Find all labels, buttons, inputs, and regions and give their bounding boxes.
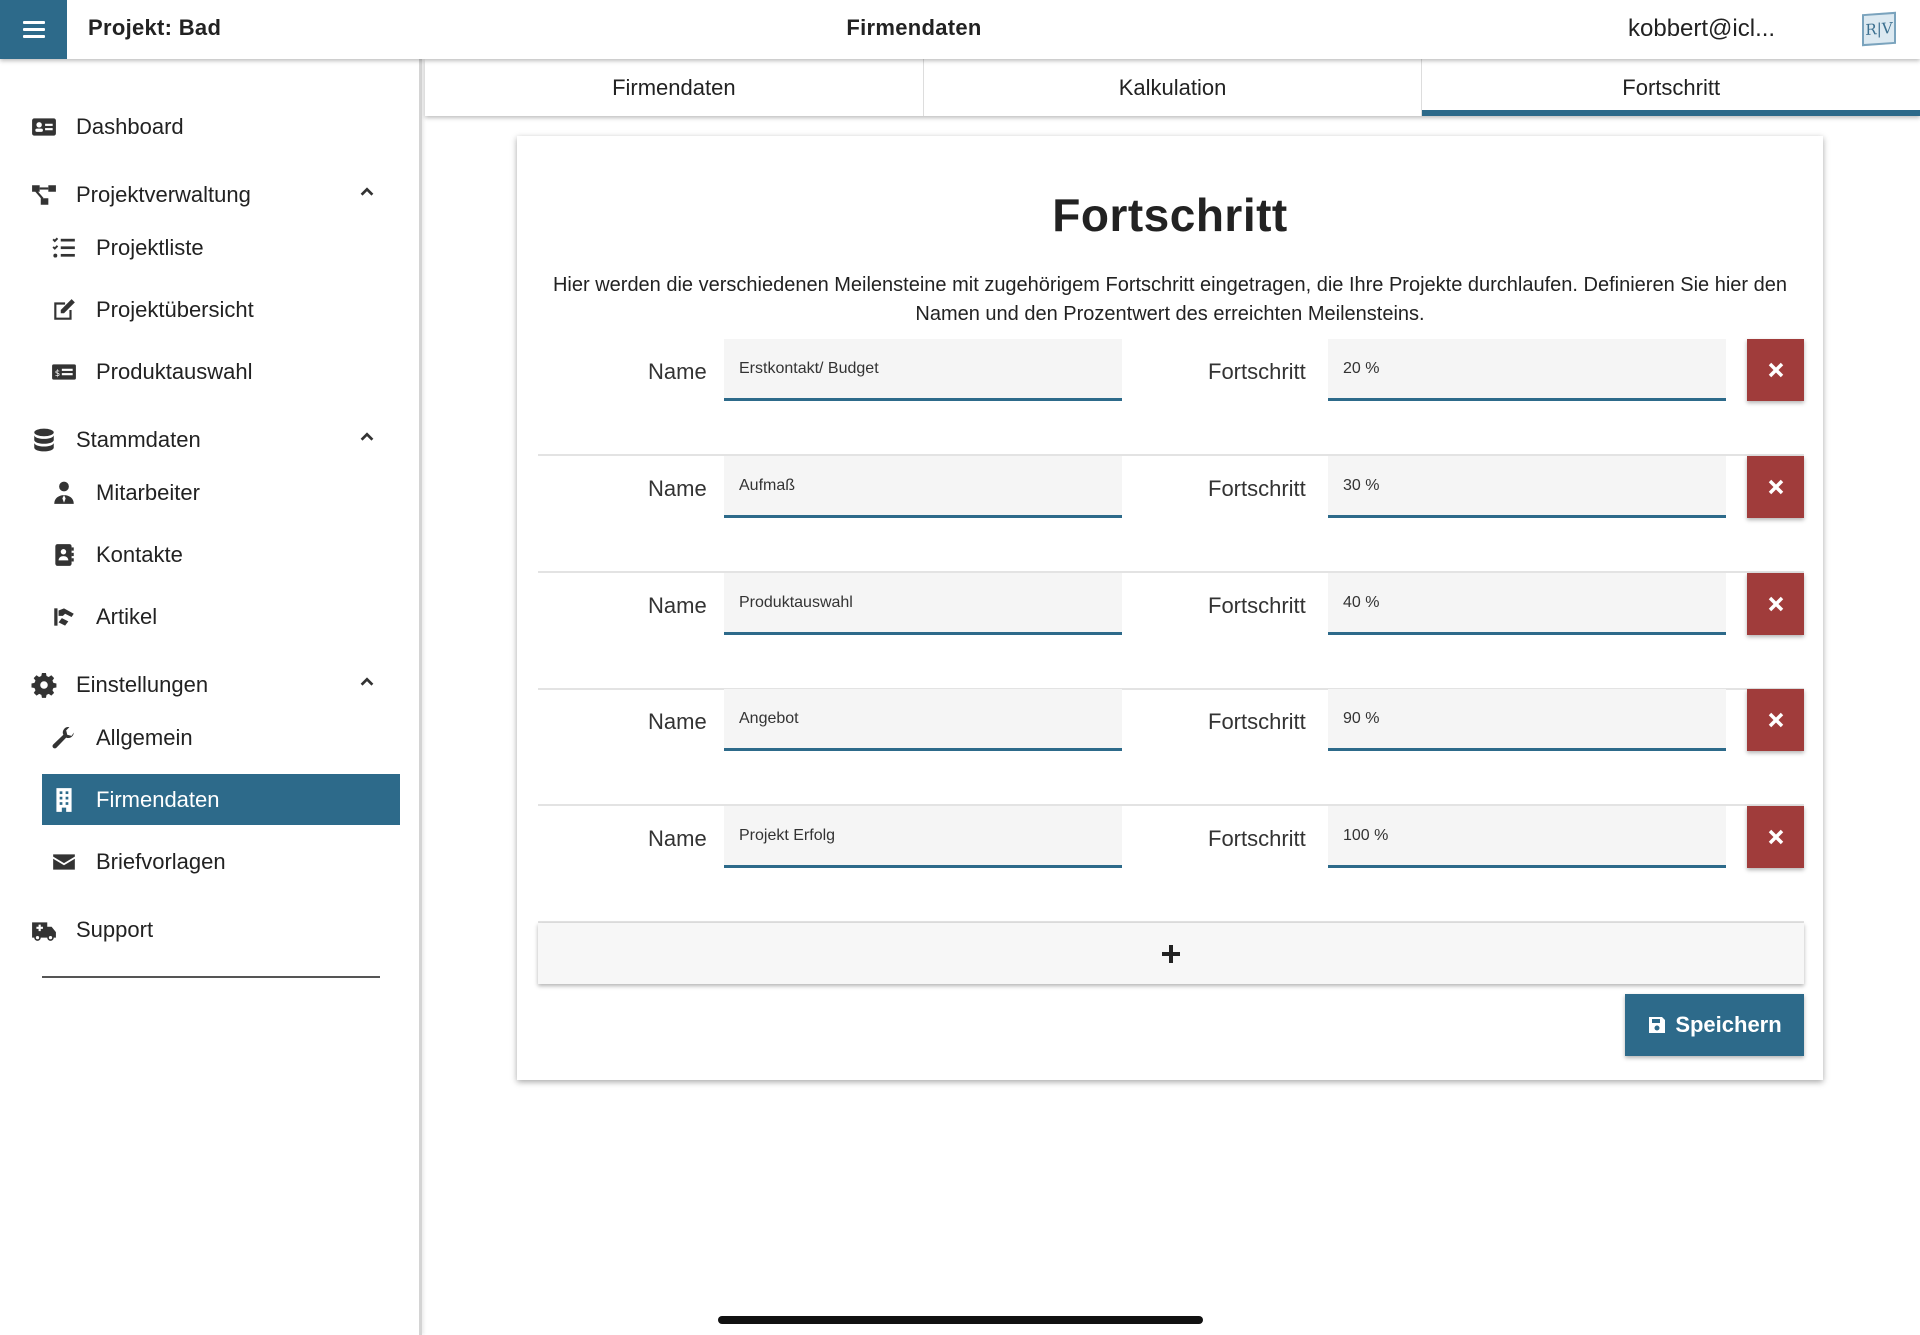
envelope-icon <box>50 848 78 876</box>
add-milestone-button[interactable] <box>538 923 1804 984</box>
close-icon <box>1768 596 1784 612</box>
user-tie-icon <box>50 479 78 507</box>
sidebar-item-label: Stammdaten <box>76 427 201 452</box>
sidebar-item-label: Artikel <box>96 604 158 629</box>
close-icon <box>1768 362 1784 378</box>
edit-icon <box>50 296 78 324</box>
name-label: Name <box>648 709 707 734</box>
close-icon <box>1768 712 1784 728</box>
chevron-up-icon[interactable] <box>358 183 378 203</box>
delete-milestone-button[interactable] <box>1747 806 1804 868</box>
tab-fortschritt[interactable]: Fortschritt <box>1422 59 1920 116</box>
money-check-icon <box>50 358 78 386</box>
chevron-up-icon[interactable] <box>358 428 378 448</box>
tab-firmendaten[interactable]: Firmendaten <box>425 59 924 116</box>
milestone-name-input[interactable] <box>724 339 1122 401</box>
tasks-list-icon <box>50 234 78 262</box>
plus-icon <box>1160 943 1182 965</box>
sidebar-item-label: Mitarbeiter <box>96 480 200 505</box>
sidebar-item-artikel[interactable] <box>50 603 157 631</box>
sidebar-item-label: Briefvorlagen <box>96 849 226 874</box>
milestone-name-input[interactable] <box>724 573 1122 635</box>
sidebar-item-projektuebersicht[interactable] <box>50 296 254 324</box>
save-button-label: Speichern <box>1675 1012 1782 1037</box>
card-description: Hier werden die verschiedenen Meilensteine mit zugehörigem Fortschritt eingetragen, die Ihre Projekte durchlaufen. Definieren Sie hier den Namen und den Prozentwert des erreichten Meilensteins. <box>552 274 1787 325</box>
milestone-row <box>538 806 1804 923</box>
progress-label: Fortschritt <box>1208 476 1306 501</box>
sidebar-item-label: Support <box>76 917 154 942</box>
sidebar <box>0 59 422 1335</box>
progress-label: Fortschritt <box>1208 826 1306 851</box>
top-bar <box>0 0 1920 59</box>
milestone-name-input[interactable] <box>724 456 1122 518</box>
sidebar-item-label: Dashboard <box>76 114 184 139</box>
milestone-row <box>538 573 1804 690</box>
sidebar-item-dashboard[interactable] <box>30 113 184 141</box>
card-title: Fortschritt <box>1052 189 1288 241</box>
sidebar-item-label: Projektübersicht <box>96 297 254 322</box>
wrench-icon <box>50 724 78 752</box>
sidebar-item-stammdaten[interactable] <box>30 426 201 454</box>
delete-milestone-button[interactable] <box>1747 339 1804 401</box>
sidebar-item-label: Projektliste <box>96 235 204 260</box>
progress-card <box>517 136 1823 1080</box>
delete-milestone-button[interactable] <box>1747 573 1804 635</box>
sidebar-item-firmendaten-inner[interactable] <box>50 786 220 814</box>
user-email[interactable]: kobbert@icl... <box>1628 15 1776 42</box>
delete-milestone-button[interactable] <box>1747 689 1804 751</box>
milestone-progress-input[interactable] <box>1328 456 1726 518</box>
gear-icon <box>30 671 58 699</box>
sidebar-item-label: Allgemein <box>96 725 193 750</box>
ambulance-icon <box>30 916 58 944</box>
milestone-progress-input[interactable] <box>1328 806 1726 868</box>
milestone-progress-input[interactable] <box>1328 339 1726 401</box>
tab-bar <box>425 59 1920 116</box>
sidebar-item-kontakte[interactable] <box>50 541 183 569</box>
milestone-row <box>538 689 1804 806</box>
company-logo[interactable]: R|V <box>1862 12 1896 46</box>
close-icon <box>1768 479 1784 495</box>
progress-label: Fortschritt <box>1208 593 1306 618</box>
sidebar-divider <box>42 976 380 978</box>
name-label: Name <box>648 476 707 501</box>
milestone-progress-input[interactable] <box>1328 573 1726 635</box>
progress-label: Fortschritt <box>1208 709 1306 734</box>
building-icon <box>50 786 78 814</box>
hand-holding-icon <box>50 603 78 631</box>
save-icon <box>1647 1015 1667 1035</box>
sidebar-item-label: Produktauswahl <box>96 359 253 384</box>
sidebar-item-support[interactable] <box>30 916 153 944</box>
progress-label: Fortschritt <box>1208 359 1306 384</box>
sidebar-item-briefvorlagen[interactable] <box>50 848 226 876</box>
sidebar-item-einstellungen[interactable] <box>30 671 208 699</box>
milestone-name-input[interactable] <box>724 806 1122 868</box>
name-label: Name <box>648 359 707 384</box>
name-label: Name <box>648 826 707 851</box>
close-icon <box>1768 829 1784 845</box>
id-card-icon <box>30 113 58 141</box>
svg-text:$: $ <box>54 368 61 379</box>
sidebar-item-firmendaten[interactable] <box>42 774 400 825</box>
save-button[interactable] <box>1625 994 1804 1056</box>
sidebar-item-allgemein[interactable] <box>50 724 193 752</box>
sidebar-item-produktauswahl[interactable] <box>50 358 253 386</box>
tab-kalkulation[interactable]: Kalkulation <box>924 59 1423 116</box>
project-title: Projekt: Bad <box>88 15 222 40</box>
sidebar-item-projektverwaltung[interactable] <box>30 181 251 209</box>
chevron-up-icon[interactable] <box>358 673 378 693</box>
name-label: Name <box>648 593 707 618</box>
sidebar-item-projektliste[interactable] <box>50 234 204 262</box>
database-icon <box>30 426 58 454</box>
address-book-icon <box>50 541 78 569</box>
home-indicator <box>718 1316 1203 1324</box>
sidebar-item-label: Einstellungen <box>76 672 209 697</box>
sidebar-item-mitarbeiter[interactable] <box>50 479 200 507</box>
project-diagram-icon <box>30 181 58 209</box>
milestone-row <box>538 456 1804 573</box>
page-heading: Firmendaten <box>846 15 982 40</box>
sidebar-item-label: Firmendaten <box>96 787 220 812</box>
milestone-name-input[interactable] <box>724 689 1122 751</box>
milestone-progress-input[interactable] <box>1328 689 1726 751</box>
sidebar-item-label: Projektverwaltung <box>76 182 251 207</box>
milestone-row <box>538 339 1804 456</box>
delete-milestone-button[interactable] <box>1747 456 1804 518</box>
sidebar-item-label: Kontakte <box>96 542 183 567</box>
